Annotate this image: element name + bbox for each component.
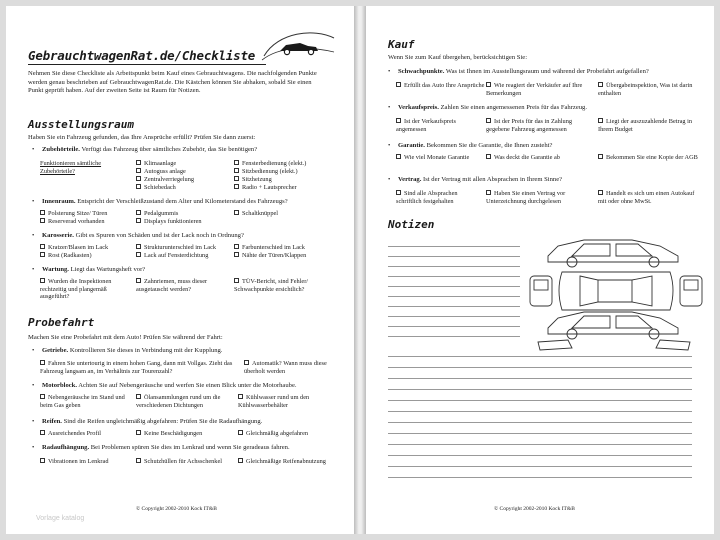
note-line[interactable] [388, 266, 520, 267]
bullet-label: Reifen. [42, 418, 62, 425]
car-logo-icon [258, 26, 338, 64]
checkbox-item[interactable]: Kühlwasser rund um den Kühlwasserbehälter [238, 394, 310, 409]
checkbox-item[interactable]: Schaltknüppel [234, 210, 278, 218]
bullet-vertrag [388, 176, 704, 184]
checkbox-item[interactable]: Schiebedach [136, 184, 176, 192]
note-line[interactable] [388, 455, 692, 456]
checkbox-item[interactable]: TÜV-Bericht, sind Fehler/ Schwachpunkte ersichtlich? [234, 278, 309, 293]
checkbox-item[interactable]: Automatik? Wann muss diese überholt werden [244, 360, 327, 375]
note-line[interactable] [388, 389, 692, 390]
note-line[interactable] [388, 286, 520, 287]
checkbox-item[interactable]: Sitzbedienung (elekt.) [234, 168, 298, 176]
zubehoer-question-line1: Funktionieren sämtliche [40, 160, 102, 167]
bullet-text: Achten Sie auf Nebengeräusche und werfen Sie einen Blick unter die Motorhaube. [78, 382, 297, 389]
section-heading-notizen: Notizen [388, 218, 435, 231]
title-divider [28, 64, 266, 65]
checkbox-item[interactable]: Vibrationen im Lenkrad [40, 458, 108, 466]
checkbox-item[interactable]: Fensterbedienung (elekt.) [234, 160, 306, 168]
checkbox-item[interactable]: Reserverad vorhanden [40, 218, 104, 226]
checkbox-item[interactable]: Handelt es sich um einen Autokauf mit oder ohne MwSt. [598, 190, 695, 205]
note-line[interactable] [388, 356, 692, 357]
checkbox-item[interactable]: Haben Sie einen Vertrag vor Unterzeichnung durchgelesen [486, 190, 566, 205]
bullet-zubehoer [32, 146, 342, 154]
bullet-text: Ist der Vertrag mit allen Absprachen in Ihrem Sinne? [423, 176, 563, 183]
bullet-karosserie [32, 232, 342, 240]
checkbox-item[interactable]: Kratzer/Blasen im Lack [40, 244, 108, 252]
bullet-label: Vertrag. [398, 176, 422, 183]
checkbox-item[interactable]: Ist der Verkaufspreis angemessen [396, 118, 456, 133]
bullet-garantie [388, 142, 704, 150]
bullet-text: Verfügt das Fahrzeug über sämtliches Zubehör, das Sie benötigen? [81, 146, 258, 153]
bullet-motorblock [32, 382, 342, 390]
bullet-label: Verkaufspreis. [398, 104, 439, 111]
note-line[interactable] [388, 316, 520, 317]
checkbox-item[interactable]: Sind alle Absprachen schriftlich festgehalten [396, 190, 458, 205]
section-heading-probefahrt: Probefahrt [28, 316, 95, 329]
checkbox-item[interactable]: Liegt der auszuzahlende Betrag in Ihrem Budget [598, 118, 693, 133]
note-line[interactable] [388, 256, 520, 257]
copyright-footer: © Copyright 2002-2010 Kock IT&B [494, 506, 575, 512]
checkbox-item[interactable]: Wurden die Inspektionen rechtzeitig und plangemäß ausgeführt? [40, 278, 112, 301]
checkbox-item[interactable]: Ist der Preis für das in Zahlung gegebene Fahrzeug angemessen [486, 118, 572, 133]
bullet-getriebe [32, 347, 342, 355]
checkbox-item[interactable]: Was deckt die Garantie ab [486, 154, 560, 162]
checkbox-item[interactable]: Übergabeinspektion, Was ist darin enthalten [598, 82, 693, 97]
note-line[interactable] [388, 444, 692, 445]
checkbox-item[interactable]: Bekommen Sie eine Kopie der AGB [598, 154, 702, 162]
checkbox-item[interactable]: Sitzheizung [234, 176, 272, 184]
checkbox-item[interactable]: Nebengeräusche im Stand und beim Gas geben [40, 394, 125, 409]
bullet-innenraum [32, 198, 342, 206]
bullet-verkaufspreis [388, 104, 704, 112]
page-gutter [354, 6, 366, 534]
checkbox-item[interactable]: Strukturunterschied im Lack [136, 244, 216, 252]
bullet-text: Gibt es Spuren von Schäden und ist der Lack noch in Ordnung? [75, 232, 244, 239]
note-line[interactable] [388, 378, 692, 379]
note-line[interactable] [388, 326, 520, 327]
checkbox-item[interactable]: Radio + Lautsprecher [234, 184, 297, 192]
checkbox-item[interactable]: Farbunterschied im Lack [234, 244, 305, 252]
checkbox-item[interactable]: Autoguss anlage [136, 168, 186, 176]
bullet-text: Zahlen Sie einen angemessenen Preis für das Fahrzeug. [440, 104, 587, 111]
bullet-wartung [32, 266, 342, 274]
note-line[interactable] [388, 336, 520, 337]
checkbox-item[interactable]: Schutzhüllen für Achsschenkel [136, 458, 226, 466]
car-damage-diagram-icon [528, 232, 704, 352]
checkbox-item[interactable]: Nähte der Türen/Klappen [234, 252, 306, 260]
kauf-intro: Wenn Sie zum Kauf übergehen, berücksichtigen Sie: [388, 54, 528, 61]
checkbox-item[interactable]: Wie reagiert der Verkäufer auf Ihre Bemerkungen [486, 82, 583, 97]
bullet-label: Radaufhängung. [42, 444, 90, 451]
checkbox-item[interactable]: Fahren Sie untertourig in einem hohen Gang, dann mit Vollgas. Zieht das Fahrzeug langsam an, im Verhältnis zur Tourenzahl? [40, 360, 233, 375]
bullet-reifen [32, 418, 342, 426]
left-page [6, 6, 354, 534]
bullet-label: Wartung. [42, 266, 69, 273]
note-line[interactable] [388, 306, 520, 307]
bullet-label: Garantie. [398, 142, 425, 149]
bullet-text: Was ist Ihnen im Ausstellungsraum und während der Probefahrt aufgefallen? [445, 68, 649, 75]
note-line[interactable] [388, 466, 692, 467]
bullet-text: Liegt das Wartungsheft vor? [70, 266, 146, 273]
bullet-text: Entspricht der Verschleißzustand dem Alter und Kilometerstand des Fahrzeugs? [77, 198, 288, 205]
note-line[interactable] [388, 433, 692, 434]
checkbox-item[interactable]: Klimaanlage [136, 160, 176, 168]
bullet-label: Getriebe. [42, 347, 69, 354]
section-heading-kauf: Kauf [388, 38, 415, 51]
note-line[interactable] [388, 246, 520, 247]
checkbox-item[interactable]: Polsterung Sitze/ Türen [40, 210, 107, 218]
checkbox-item[interactable]: Pedalgummis [136, 210, 178, 218]
checkbox-item[interactable]: Wie viel Monate Garantie [396, 154, 469, 162]
checkbox-item[interactable]: Gleichmäßig abgefahren [238, 430, 308, 438]
bullet-label: Innenraum. [42, 198, 76, 205]
intro-paragraph: Nehmen Sie diese Checkliste als Arbeitspunkt beim Kauf eines Gebrauchtwagens. Die nachfolgenden Punkte werden genau beschrieben auf GebrauchtwagenRat.de. Die Kästchen können Sie abhaken, sobald Sie einen Punkt geprüft haben. Auf der zweiten Seite ist Raum für Notizen. [28, 70, 317, 95]
bullet-label: Schwachpunkte. [398, 68, 445, 75]
checkbox-item[interactable]: Zahnriemen, muss dieser ausgetauscht werden? [136, 278, 208, 293]
probefahrt-intro: Machen Sie eine Probefahrt mit dem Auto! Prüfen Sie während der Fahrt: [28, 334, 223, 341]
watermark: Vorlage katalog [36, 515, 85, 522]
checkbox-item[interactable]: Keine Beschädigungen [136, 430, 202, 438]
bullet-text: Sind die Reifen ungleichmäßig abgefahren: Prüfen Sie die Radaufhängung. [63, 418, 263, 425]
checkbox-item[interactable]: Ausreichendes Profil [40, 430, 101, 438]
bullet-text: Bekommen Sie die Garantie, die Ihnen zusteht? [426, 142, 553, 149]
bullet-label: Karosserie. [42, 232, 74, 239]
copyright-footer: © Copyright 2002-2010 Kock IT&B [136, 506, 217, 512]
bullet-radaufhaengung [32, 444, 342, 452]
note-line[interactable] [388, 477, 692, 478]
zubehoer-question-line2: Zubehörteile? [40, 168, 75, 175]
note-line[interactable] [388, 367, 692, 368]
bullet-schwachpunkte [388, 68, 704, 76]
bullet-label: Motorblock. [42, 382, 77, 389]
note-line[interactable] [388, 276, 520, 277]
bullet-label: Zubehörteile. [42, 146, 80, 153]
note-line[interactable] [388, 422, 692, 423]
ausstellung-intro: Haben Sie ein Fahrzeug gefunden, das Ihre Ansprüche erfüllt? Prüfen Sie dann zuerst: [28, 134, 256, 141]
checkbox-item[interactable]: Ölansammlungen rund um die verschiedenen Dichtungen [136, 394, 221, 409]
section-heading-ausstellungsraum: Ausstellungsraum [28, 118, 134, 131]
note-line[interactable] [388, 296, 520, 297]
note-line[interactable] [388, 400, 692, 401]
right-page [366, 6, 714, 534]
checkbox-item[interactable]: Rost (Radkasten) [40, 252, 92, 260]
bullet-text: Kontrollieren Sie dieses in Verbindung mit der Kupplung. [69, 347, 223, 354]
checkbox-item[interactable]: Gleichmäßige Reifenabnutzung [238, 458, 328, 466]
checkbox-item[interactable]: Displays funktionieren [136, 218, 202, 226]
checkbox-item[interactable]: Erfüllt das Auto Ihre Ansprüche [396, 82, 486, 90]
document-title: GebrauchtwagenRat.de/Checkliste [28, 48, 256, 63]
checkbox-item[interactable]: Lack auf Fensterdichtung [136, 252, 208, 260]
note-line[interactable] [388, 411, 692, 412]
bullet-text: Bei Problemen spüren Sie dies im Lenkrad und wenn Sie geradeaus fahren. [90, 444, 290, 451]
checkbox-item[interactable]: Zentralverriegelung [136, 176, 194, 184]
